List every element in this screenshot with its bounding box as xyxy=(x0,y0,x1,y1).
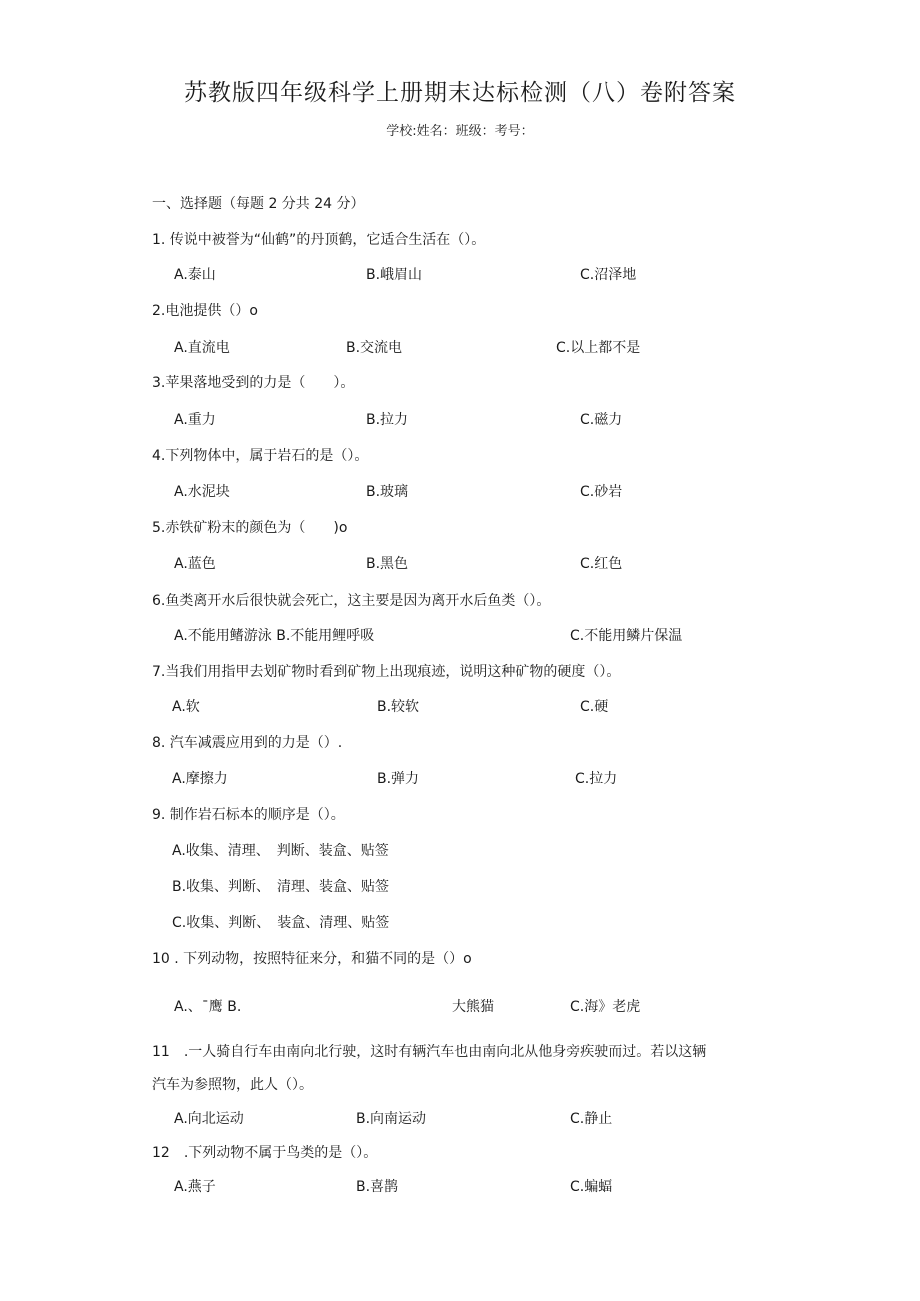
question-11-option-a: A.向北运动 xyxy=(174,1111,244,1127)
question-8: 8. 汽车减震应用到的力是（）. xyxy=(152,735,343,751)
question-5: 5.赤铁矿粉末的颜色为（ )o xyxy=(152,520,348,536)
question-9-option-c: C.收集、判断、 装盒、清理、贴签 xyxy=(172,915,390,931)
question-8-option-b: B.弹力 xyxy=(377,771,420,787)
question-3: 3.苹果落地受到的力是（ ）。 xyxy=(152,375,355,391)
student-info-line: 学校:姓名：班级：考号： xyxy=(386,124,534,139)
question-6: 6.鱼类离开水后很快就会死亡，这主要是因为离开水后鱼类（）。 xyxy=(152,593,551,609)
question-10-option-b: 大熊猫 xyxy=(452,999,494,1015)
question-7: 7.当我们用指甲去划矿物时看到矿物上出现痕迹，说明这种矿物的硬度（）。 xyxy=(152,664,621,680)
question-2-option-c: C.以上都不是 xyxy=(556,340,641,356)
question-3-option-a: A.重力 xyxy=(174,412,216,428)
question-6-option-a: A.不能用鳍游泳 B.不能用鲤呼吸 xyxy=(174,628,375,644)
question-1-option-c: C.沼泽地 xyxy=(580,267,637,283)
question-2-option-b: B.交流电 xyxy=(346,340,403,356)
question-8-option-a: A.摩擦力 xyxy=(172,771,228,787)
question-6-option-c: C.不能用鳞片保温 xyxy=(570,628,683,644)
question-3-option-b: B.拉力 xyxy=(366,412,409,428)
question-5-option-c: C.红色 xyxy=(580,556,623,572)
question-10-option-c: C.海》老虎 xyxy=(570,999,641,1015)
question-4: 4.下列物体中，属于岩石的是（）。 xyxy=(152,448,369,464)
question-2: 2.电池提供（）o xyxy=(152,303,258,319)
question-10: 10 . 下列动物，按照特征来分，和猫不同的是（）o xyxy=(152,951,472,967)
question-3-option-c: C.磁力 xyxy=(580,412,623,428)
question-10-option-a: A.、ˉ鹰 B. xyxy=(174,999,242,1015)
question-4-option-b: B.玻璃 xyxy=(366,484,409,500)
question-12-option-b: B.喜鹊 xyxy=(356,1179,399,1195)
section-heading: 一、选择题（每题 2 分共 24 分） xyxy=(152,196,365,212)
question-7-option-c: C.硬 xyxy=(580,699,609,715)
question-1-option-a: A.泰山 xyxy=(174,267,216,283)
question-2-option-a: A.直流电 xyxy=(174,340,230,356)
question-11-option-b: B.向南运动 xyxy=(356,1111,427,1127)
question-1-option-b: B.峨眉山 xyxy=(366,267,423,283)
question-11: 11 .一人骑自行车由南向北行驶，这时有辆汽车也由南向北从他身旁疾驶而过。若以这辆 xyxy=(152,1044,707,1060)
question-9: 9. 制作岩石标本的顺序是（）。 xyxy=(152,807,345,823)
question-7-option-a: A.软 xyxy=(172,699,200,715)
question-9-option-b: B.收集、判断、 清理、装盒、贴签 xyxy=(172,879,390,895)
question-4-option-a: A.水泥块 xyxy=(174,484,230,500)
question-8-option-c: C.拉力 xyxy=(575,771,618,787)
question-5-option-b: B.黑色 xyxy=(366,556,409,572)
question-9-option-a: A.收集、清理、 判断、装盒、贴签 xyxy=(172,843,389,859)
page-title: 苏教版四年级科学上册期末达标检测（八）卷附答案 xyxy=(184,80,736,106)
question-5-option-a: A.蓝色 xyxy=(174,556,216,572)
question-11-continued: 汽车为参照物，此人（）。 xyxy=(152,1077,313,1093)
question-1: 1. 传说中被誉为“仙鹤”的丹顶鹤，它适合生活在（）。 xyxy=(152,232,486,248)
question-12-option-a: A.燕子 xyxy=(174,1179,216,1195)
question-11-option-c: C.静止 xyxy=(570,1111,613,1127)
question-7-option-b: B.较软 xyxy=(377,699,420,715)
question-12-option-c: C.蝙蝠 xyxy=(570,1179,613,1195)
question-4-option-c: C.砂岩 xyxy=(580,484,623,500)
question-12: 12 .下列动物不属于鸟类的是（）。 xyxy=(152,1145,378,1161)
